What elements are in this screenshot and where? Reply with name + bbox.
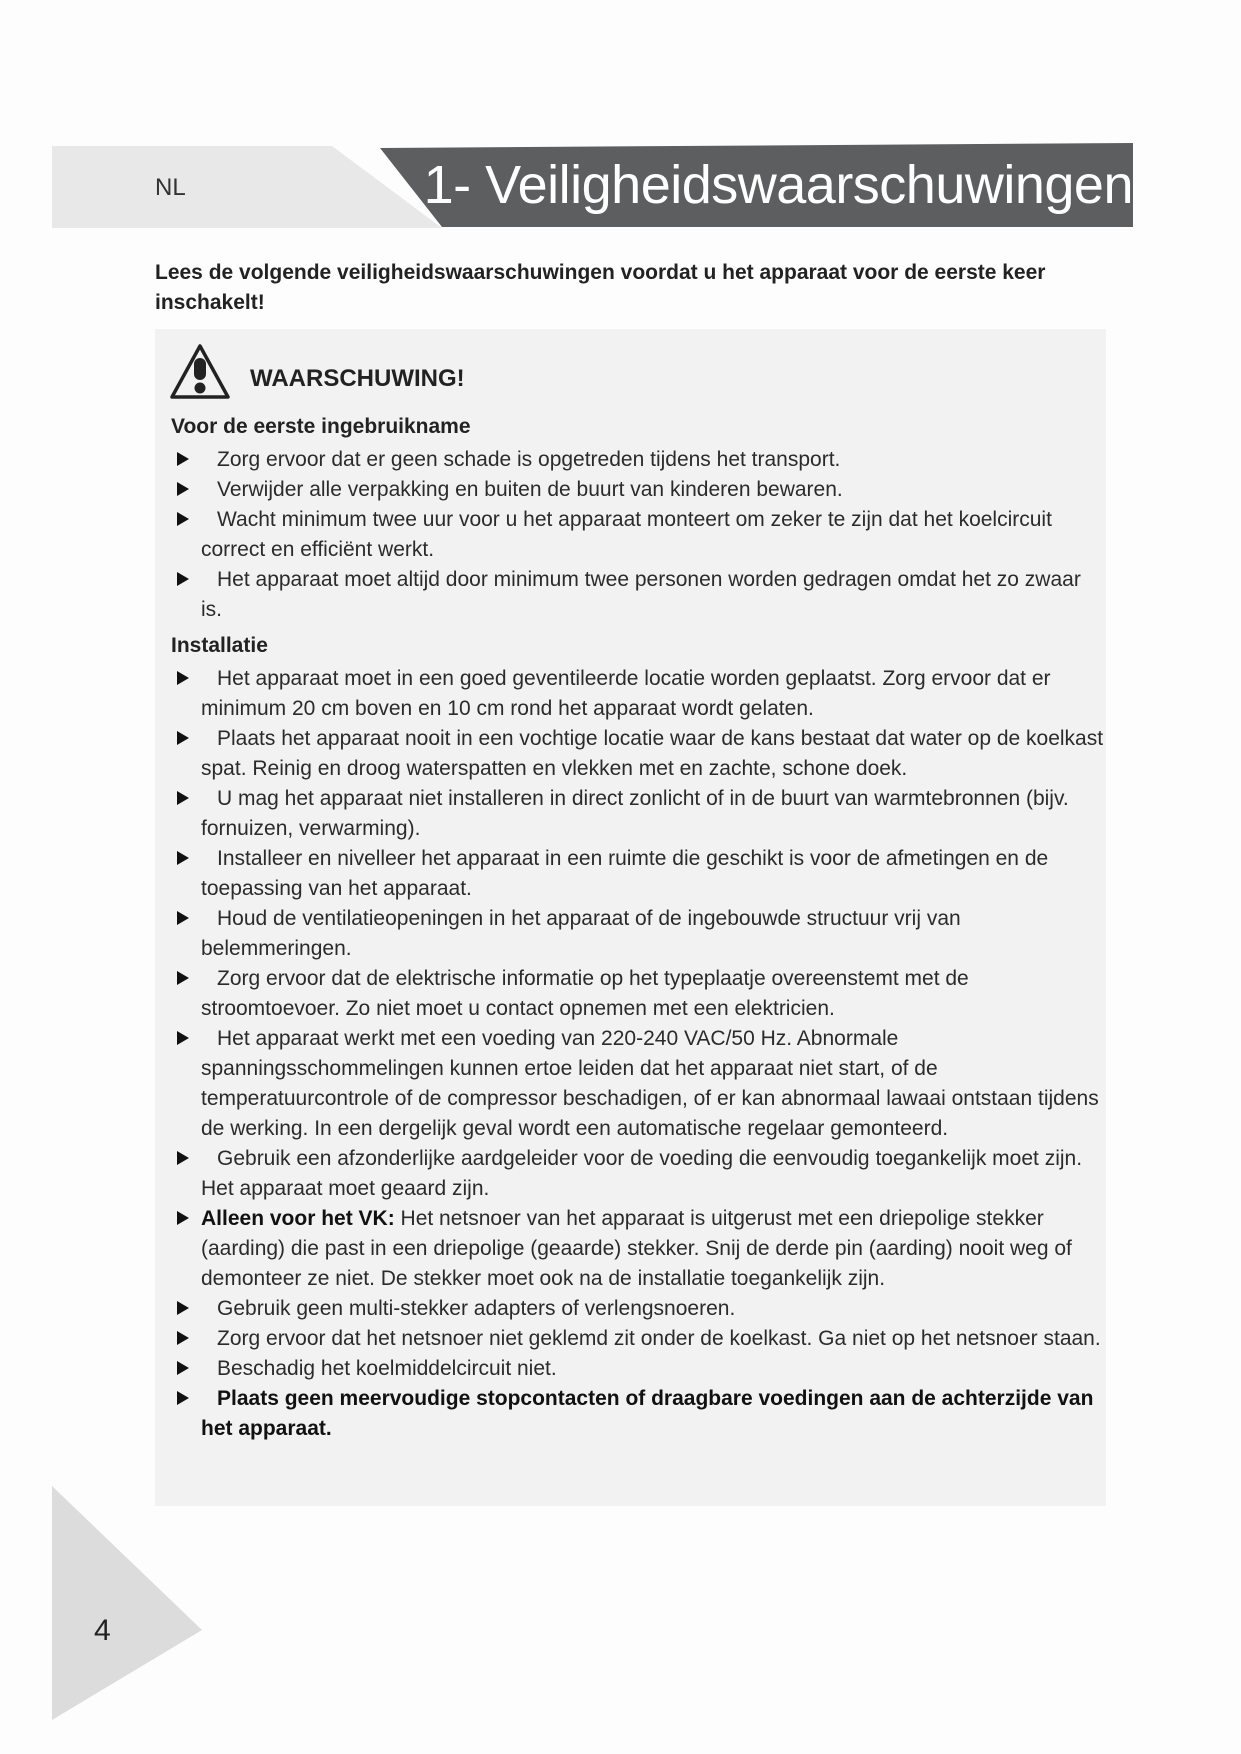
bullet-arrow-icon — [177, 911, 189, 925]
header-tab-left — [52, 146, 442, 228]
bullet-arrow-icon — [177, 1361, 189, 1375]
list-item: Zorg ervoor dat het netsnoer niet geklemd zit onder de koelkast. Ga niet op het netsnoer staan. — [171, 1324, 1106, 1354]
chapter-title: 1- Veiligheidswaarschuwingen — [423, 155, 1133, 215]
list-item: Beschadig het koelmiddelcircuit niet. — [171, 1354, 1106, 1384]
uk-text: Het netsnoer van het apparaat is uitgerust met een driepolige stekker (aarding) die past in een driepolige (geaarde) stekker. Snij de derde pin (aarding) nooit weg of demonteer ze niet. De stekker moet ook na de installatie toegankelijk zijn. — [201, 1207, 1072, 1290]
list-item: Verwijder alle verpakking en buiten de buurt van kinderen bewaren. — [171, 475, 1106, 505]
bullet-arrow-icon — [177, 572, 189, 586]
section-title-installation: Installatie — [171, 634, 268, 657]
list-item: Het apparaat werkt met een voeding van 220-240 VAC/50 Hz. Abnormale spanningsschommelingen kunnen ertoe leiden dat het apparaat niet start, of de temperatuurcontrole of de compressor beschadigen, of er kan abnormaal lawaai ontstaan tijdens de werking. In een dergelijk geval wordt een automatische regelaar gemonteerd. — [171, 1024, 1106, 1144]
list-item: Wacht minimum twee uur voor u het apparaat monteert om zeker te zijn dat het koelcircuit correct en efficiënt werkt. — [171, 505, 1106, 565]
warning-title: WAARSCHUWING! — [250, 365, 465, 392]
bullet-arrow-icon — [177, 1151, 189, 1165]
bullet-arrow-icon — [177, 1301, 189, 1315]
bullet-arrow-icon — [177, 971, 189, 985]
bullet-arrow-icon — [177, 731, 189, 745]
section-title-first-use: Voor de eerste ingebruikname — [171, 415, 471, 438]
list-item: Installeer en nivelleer het apparaat in een ruimte die geschikt is voor de afmetingen en de toepassing van het apparaat. — [171, 844, 1106, 904]
bullet-arrow-icon — [177, 1031, 189, 1045]
list-item-uk — [171, 1204, 1106, 1294]
list-item: Plaats het apparaat nooit in een vochtige locatie waar de kans bestaat dat water op de koelkast spat. Reinig en droog waterspatten en vlekken met en zachte, schone doek. — [171, 724, 1106, 784]
warning-triangle-icon — [169, 343, 231, 401]
bullet-arrow-icon — [177, 482, 189, 496]
list-item: Het apparaat moet in een goed geventileerde locatie worden geplaatst. Zorg ervoor dat er minimum 20 cm boven en 10 cm rond het apparaat wordt gelaten. — [171, 664, 1106, 724]
page-number: 4 — [94, 1614, 111, 1647]
bullet-arrow-icon — [177, 671, 189, 685]
bullet-arrow-icon — [177, 1331, 189, 1345]
bullet-arrow-icon — [177, 1211, 189, 1225]
list-item: Zorg ervoor dat de elektrische informatie op het typeplaatje overeenstemt met de stroomtoevoer. Zo niet moet u contact opnemen met een elektricien. — [171, 964, 1106, 1024]
warning-box — [155, 329, 1106, 1506]
list-item: Het apparaat moet altijd door minimum twee personen worden gedragen omdat het zo zwaar is. — [171, 565, 1106, 625]
bullet-arrow-icon — [177, 791, 189, 805]
list-item-bold: Plaats geen meervoudige stopcontacten of draagbare voedingen aan de achterzijde van het apparaat. — [171, 1384, 1106, 1444]
bullet-arrow-icon — [177, 851, 189, 865]
list-item: Zorg ervoor dat er geen schade is opgetreden tijdens het transport. — [171, 445, 1106, 475]
bullet-arrow-icon — [177, 512, 189, 526]
list-item: Gebruik een afzonderlijke aardgeleider voor de voeding die eenvoudig toegankelijk moet zijn. Het apparaat moet geaard zijn. — [171, 1144, 1106, 1204]
first-use-list — [171, 445, 1106, 625]
bullet-arrow-icon — [177, 1391, 189, 1405]
list-item: U mag het apparaat niet installeren in direct zonlicht of in de buurt van warmtebronnen (bijv. fornuizen, verwarming). — [171, 784, 1106, 844]
installation-list — [171, 664, 1106, 1444]
uk-lead: Alleen voor het VK: — [201, 1207, 395, 1230]
list-item: Houd de ventilatieopeningen in het apparaat of de ingebouwde structuur vrij van belemmeringen. — [171, 904, 1106, 964]
bullet-arrow-icon — [177, 452, 189, 466]
list-item: Gebruik geen multi-stekker adapters of verlengsnoeren. — [171, 1294, 1106, 1324]
intro-text: Lees de volgende veiligheidswaarschuwingen voordat u het apparaat voor de eerste keer inschakelt! — [155, 261, 1046, 314]
language-code: NL — [155, 174, 186, 201]
page-corner-tab — [52, 1486, 202, 1720]
